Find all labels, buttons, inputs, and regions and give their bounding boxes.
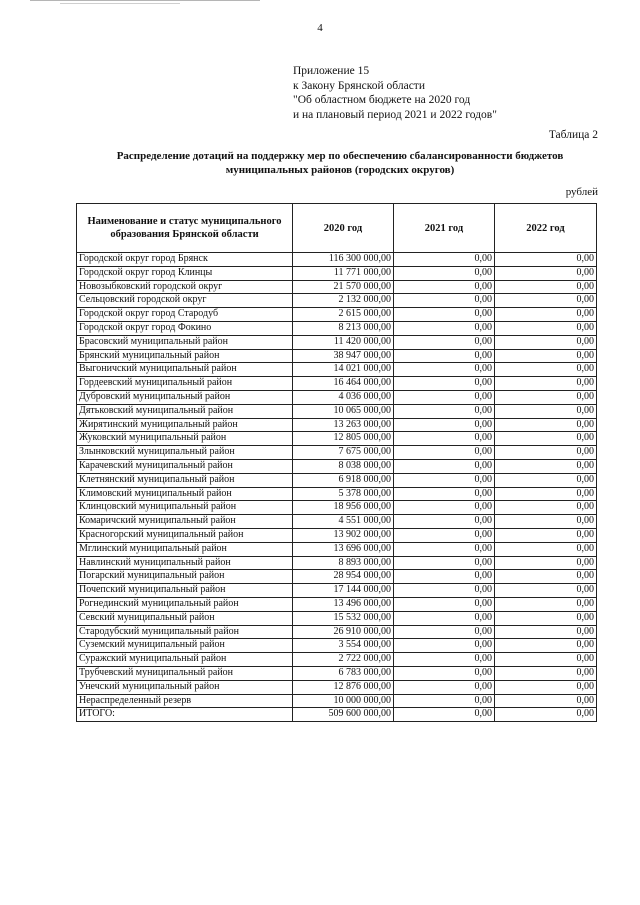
cell-y2020: 18 956 000,00 <box>293 501 394 515</box>
cell-y2020: 13 902 000,00 <box>293 528 394 542</box>
cell-name: Клетнянский муниципальный район <box>77 473 293 487</box>
header-name: Наименование и статус муниципального образования Брянской области <box>77 204 293 253</box>
table-row <box>77 432 597 446</box>
cell-y2022: 0,00 <box>495 597 597 611</box>
cell-y2020: 509 600 000,00 <box>293 708 394 722</box>
table-row <box>77 694 597 708</box>
page-number: 4 <box>317 22 323 34</box>
table-label: Таблица 2 <box>548 129 598 141</box>
cell-y2022: 0,00 <box>495 253 597 267</box>
cell-y2020: 38 947 000,00 <box>293 349 394 363</box>
cell-name: Новозыбковский городской округ <box>77 280 293 294</box>
table-row <box>77 708 597 722</box>
cell-y2022: 0,00 <box>495 363 597 377</box>
cell-name: Сельцовский городской округ <box>77 294 293 308</box>
cell-y2021: 0,00 <box>394 708 495 722</box>
cell-name: Карачевский муниципальный район <box>77 459 293 473</box>
cell-y2021: 0,00 <box>394 335 495 349</box>
table-row <box>77 515 597 529</box>
table-row <box>77 501 597 515</box>
cell-y2020: 116 300 000,00 <box>293 253 394 267</box>
cell-y2021: 0,00 <box>394 570 495 584</box>
cell-y2020: 8 893 000,00 <box>293 556 394 570</box>
table-row <box>77 418 597 432</box>
cell-y2022: 0,00 <box>495 349 597 363</box>
cell-y2021: 0,00 <box>394 528 495 542</box>
table-row <box>77 294 597 308</box>
cell-y2020: 6 783 000,00 <box>293 666 394 680</box>
cell-y2021: 0,00 <box>394 611 495 625</box>
cell-name: Брасовский муниципальный район <box>77 335 293 349</box>
table-body <box>77 253 597 722</box>
table-row <box>77 625 597 639</box>
cell-y2020: 13 696 000,00 <box>293 542 394 556</box>
cell-y2021: 0,00 <box>394 556 495 570</box>
cell-y2021: 0,00 <box>394 253 495 267</box>
cell-y2022: 0,00 <box>495 666 597 680</box>
cell-y2020: 11 771 000,00 <box>293 266 394 280</box>
cell-y2021: 0,00 <box>394 666 495 680</box>
cell-y2021: 0,00 <box>394 473 495 487</box>
cell-y2022: 0,00 <box>495 515 597 529</box>
table-row <box>77 321 597 335</box>
cell-y2022: 0,00 <box>495 611 597 625</box>
cell-y2020: 4 036 000,00 <box>293 390 394 404</box>
table-row <box>77 459 597 473</box>
table-row <box>77 528 597 542</box>
currency-unit: рублей <box>565 186 598 198</box>
table-row <box>77 487 597 501</box>
cell-y2022: 0,00 <box>495 487 597 501</box>
scan-artifact <box>60 3 180 4</box>
table-row <box>77 597 597 611</box>
cell-y2020: 12 876 000,00 <box>293 680 394 694</box>
appendix-line: к Закону Брянской области <box>293 79 425 92</box>
cell-name: Городской округ город Стародуб <box>77 308 293 322</box>
cell-y2022: 0,00 <box>495 459 597 473</box>
appendix-line: Приложение 15 <box>293 65 370 77</box>
cell-y2020: 2 615 000,00 <box>293 308 394 322</box>
cell-y2021: 0,00 <box>394 446 495 460</box>
cell-y2022: 0,00 <box>495 653 597 667</box>
cell-y2021: 0,00 <box>394 487 495 501</box>
cell-y2021: 0,00 <box>394 266 495 280</box>
cell-y2021: 0,00 <box>394 515 495 529</box>
header-2022: 2022 год <box>495 204 597 253</box>
cell-name: Унечский муниципальный район <box>77 680 293 694</box>
cell-y2021: 0,00 <box>394 432 495 446</box>
cell-y2020: 8 213 000,00 <box>293 321 394 335</box>
cell-name: Жирятинский муниципальный район <box>77 418 293 432</box>
table-row <box>77 253 597 267</box>
cell-y2021: 0,00 <box>394 694 495 708</box>
cell-y2021: 0,00 <box>394 597 495 611</box>
cell-y2022: 0,00 <box>495 556 597 570</box>
cell-y2020: 4 551 000,00 <box>293 515 394 529</box>
cell-name: Почепский муниципальный район <box>77 584 293 598</box>
cell-y2022: 0,00 <box>495 294 597 308</box>
cell-name: Городской округ город Брянск <box>77 253 293 267</box>
cell-y2021: 0,00 <box>394 349 495 363</box>
cell-y2022: 0,00 <box>495 501 597 515</box>
cell-name: Мглинский муниципальный район <box>77 542 293 556</box>
cell-y2021: 0,00 <box>394 653 495 667</box>
table-row <box>77 611 597 625</box>
table-row <box>77 473 597 487</box>
cell-name: Клинцовский муниципальный район <box>77 501 293 515</box>
cell-y2022: 0,00 <box>495 528 597 542</box>
cell-y2020: 28 954 000,00 <box>293 570 394 584</box>
cell-y2020: 13 496 000,00 <box>293 597 394 611</box>
cell-y2022: 0,00 <box>495 377 597 391</box>
table-row <box>77 335 597 349</box>
title-line: Распределение дотаций на поддержку мер по обеспечению сбалансированности бюджетов <box>116 150 564 162</box>
cell-y2020: 2 722 000,00 <box>293 653 394 667</box>
table-row <box>77 308 597 322</box>
cell-y2021: 0,00 <box>394 639 495 653</box>
cell-y2020: 6 918 000,00 <box>293 473 394 487</box>
appendix-header <box>293 64 497 122</box>
cell-name: Комаричский муниципальный район <box>77 515 293 529</box>
table-row <box>77 556 597 570</box>
document-title <box>60 149 620 177</box>
title-line: муниципальных районов (городских округов) <box>225 164 455 176</box>
table-row <box>77 666 597 680</box>
cell-name: ИТОГО: <box>77 708 293 722</box>
table-row <box>77 349 597 363</box>
cell-y2021: 0,00 <box>394 542 495 556</box>
header-2020: 2020 год <box>293 204 394 253</box>
cell-y2022: 0,00 <box>495 390 597 404</box>
cell-y2022: 0,00 <box>495 625 597 639</box>
cell-y2020: 14 021 000,00 <box>293 363 394 377</box>
cell-y2022: 0,00 <box>495 694 597 708</box>
cell-name: Севский муниципальный район <box>77 611 293 625</box>
cell-name: Злынковский муниципальный район <box>77 446 293 460</box>
cell-name: Суземский муниципальный район <box>77 639 293 653</box>
cell-y2022: 0,00 <box>495 570 597 584</box>
cell-y2022: 0,00 <box>495 308 597 322</box>
cell-y2022: 0,00 <box>495 584 597 598</box>
table-header-row <box>77 204 597 253</box>
cell-y2022: 0,00 <box>495 542 597 556</box>
appendix-line: "Об областном бюджете на 2020 год <box>293 94 471 106</box>
cell-name: Дятьковский муниципальный район <box>77 404 293 418</box>
cell-y2020: 10 065 000,00 <box>293 404 394 418</box>
cell-y2021: 0,00 <box>394 404 495 418</box>
table-row <box>77 446 597 460</box>
table-row <box>77 280 597 294</box>
cell-name: Суражский муниципальный район <box>77 653 293 667</box>
cell-y2020: 26 910 000,00 <box>293 625 394 639</box>
cell-y2020: 13 263 000,00 <box>293 418 394 432</box>
cell-name: Жуковский муниципальный район <box>77 432 293 446</box>
table-row <box>77 266 597 280</box>
cell-name: Стародубский муниципальный район <box>77 625 293 639</box>
cell-y2022: 0,00 <box>495 321 597 335</box>
cell-y2020: 17 144 000,00 <box>293 584 394 598</box>
cell-name: Рогнединский муниципальный район <box>77 597 293 611</box>
header-2021: 2021 год <box>394 204 495 253</box>
cell-y2022: 0,00 <box>495 473 597 487</box>
cell-y2020: 5 378 000,00 <box>293 487 394 501</box>
cell-y2022: 0,00 <box>495 404 597 418</box>
cell-name: Дубровский муниципальный район <box>77 390 293 404</box>
cell-name: Городской округ город Клинцы <box>77 266 293 280</box>
appendix-line: и на плановый период 2021 и 2022 годов" <box>293 108 497 121</box>
cell-name: Красногорский муниципальный район <box>77 528 293 542</box>
cell-y2022: 0,00 <box>495 432 597 446</box>
table-row <box>77 542 597 556</box>
table-row <box>77 639 597 653</box>
cell-y2022: 0,00 <box>495 708 597 722</box>
cell-y2021: 0,00 <box>394 280 495 294</box>
table-row <box>77 584 597 598</box>
cell-y2020: 15 532 000,00 <box>293 611 394 625</box>
table-row <box>77 377 597 391</box>
cell-name: Выгоничский муниципальный район <box>77 363 293 377</box>
cell-y2020: 11 420 000,00 <box>293 335 394 349</box>
cell-y2020: 8 038 000,00 <box>293 459 394 473</box>
cell-y2021: 0,00 <box>394 418 495 432</box>
cell-y2021: 0,00 <box>394 294 495 308</box>
cell-name: Гордеевский муниципальный район <box>77 377 293 391</box>
subsidy-table <box>76 203 597 722</box>
cell-name: Климовский муниципальный район <box>77 487 293 501</box>
cell-y2022: 0,00 <box>495 280 597 294</box>
cell-y2021: 0,00 <box>394 308 495 322</box>
cell-name: Нераспределенный резерв <box>77 694 293 708</box>
cell-y2021: 0,00 <box>394 321 495 335</box>
cell-y2021: 0,00 <box>394 363 495 377</box>
cell-y2022: 0,00 <box>495 418 597 432</box>
cell-y2022: 0,00 <box>495 335 597 349</box>
cell-name: Городской округ город Фокино <box>77 321 293 335</box>
cell-y2022: 0,00 <box>495 266 597 280</box>
cell-y2022: 0,00 <box>495 639 597 653</box>
cell-y2021: 0,00 <box>394 390 495 404</box>
cell-y2020: 3 554 000,00 <box>293 639 394 653</box>
cell-y2021: 0,00 <box>394 625 495 639</box>
cell-y2021: 0,00 <box>394 584 495 598</box>
cell-y2020: 16 464 000,00 <box>293 377 394 391</box>
cell-y2020: 2 132 000,00 <box>293 294 394 308</box>
table-row <box>77 570 597 584</box>
table-row <box>77 653 597 667</box>
cell-y2021: 0,00 <box>394 680 495 694</box>
cell-y2021: 0,00 <box>394 377 495 391</box>
cell-y2021: 0,00 <box>394 459 495 473</box>
cell-y2022: 0,00 <box>495 446 597 460</box>
cell-name: Навлинский муниципальный район <box>77 556 293 570</box>
cell-name: Брянский муниципальный район <box>77 349 293 363</box>
cell-y2020: 12 805 000,00 <box>293 432 394 446</box>
table-row <box>77 680 597 694</box>
cell-y2021: 0,00 <box>394 501 495 515</box>
cell-y2020: 10 000 000,00 <box>293 694 394 708</box>
cell-y2022: 0,00 <box>495 680 597 694</box>
table-row <box>77 363 597 377</box>
table-row <box>77 404 597 418</box>
cell-name: Трубчевский муниципальный район <box>77 666 293 680</box>
cell-y2020: 21 570 000,00 <box>293 280 394 294</box>
table-row <box>77 390 597 404</box>
cell-y2020: 7 675 000,00 <box>293 446 394 460</box>
cell-name: Погарский муниципальный район <box>77 570 293 584</box>
